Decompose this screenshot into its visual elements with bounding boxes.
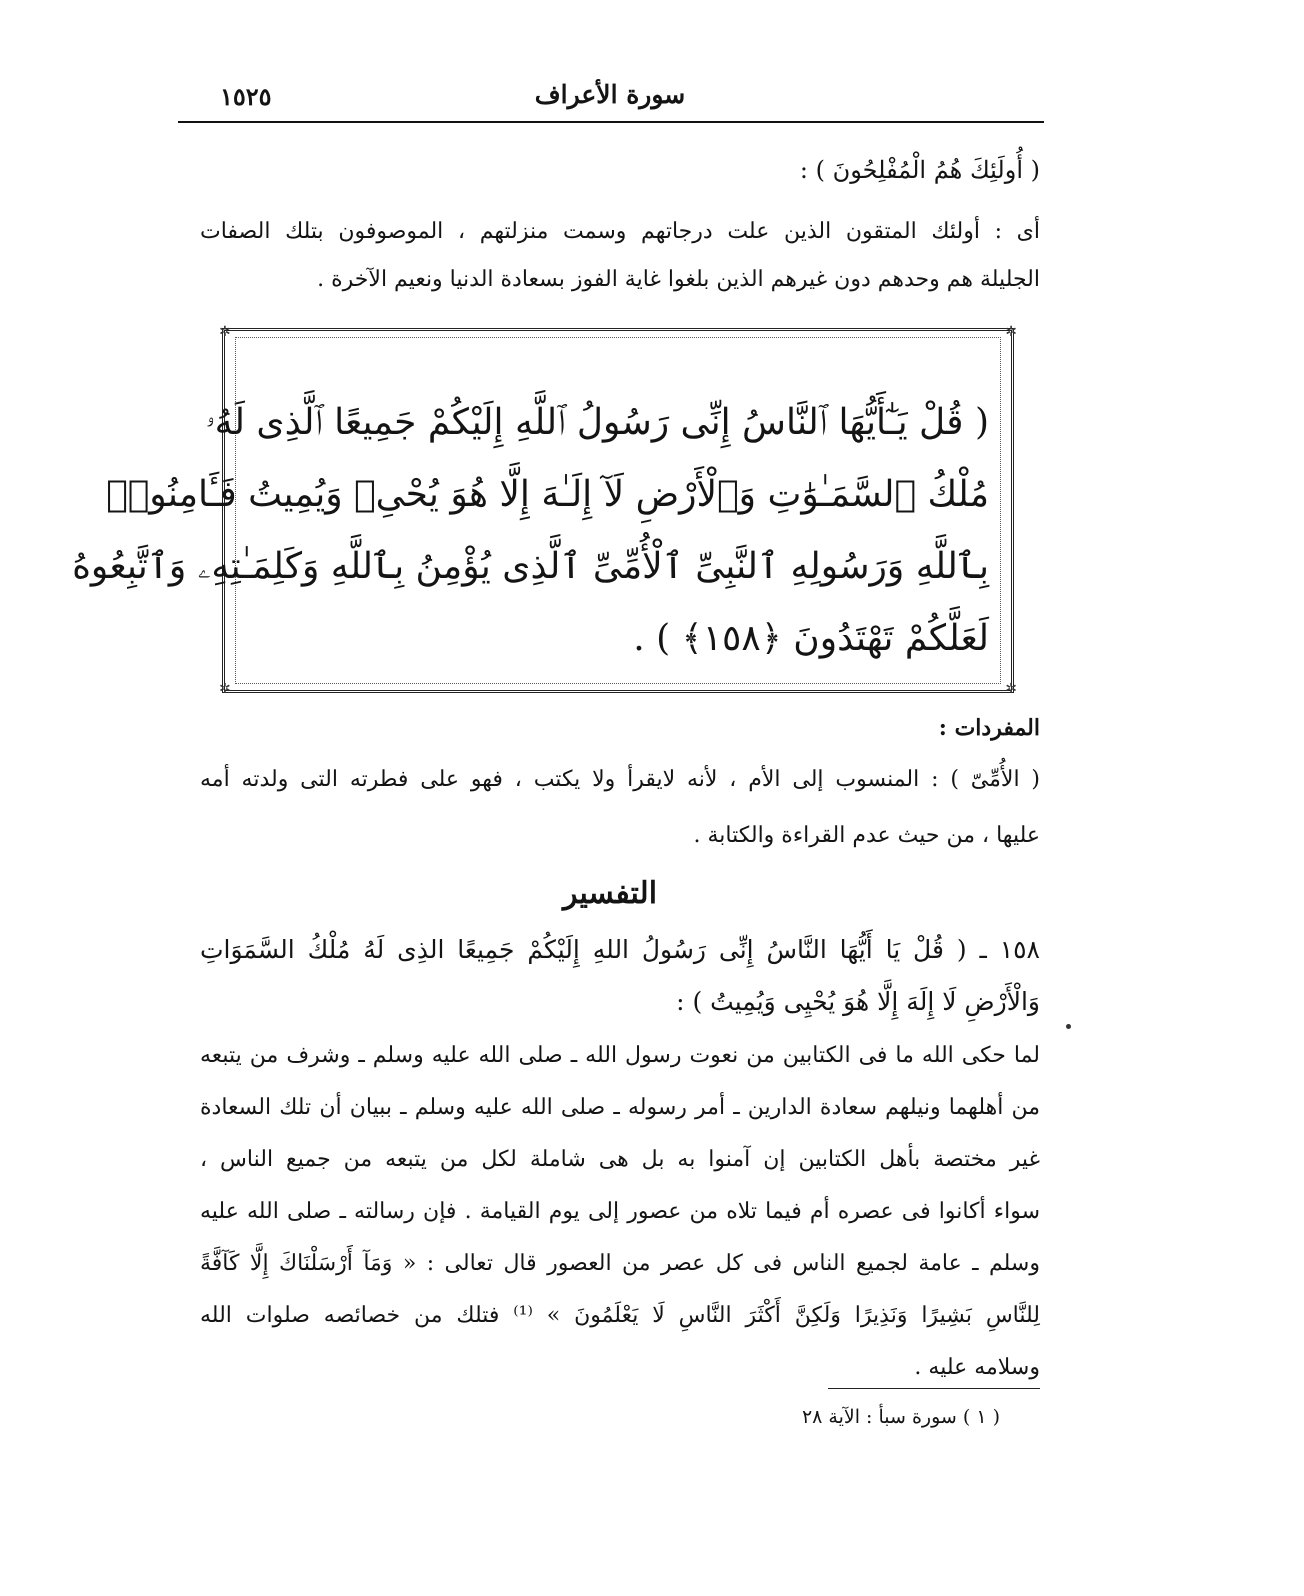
tafsir-body-line: وسلامه عليه . xyxy=(914,1355,1040,1380)
surah-title: سورة الأعراف xyxy=(534,80,686,109)
vocab-section xyxy=(200,708,1040,860)
vocab-line: عليها ، من حيث عدم القراءة والكتابة . xyxy=(693,823,1040,848)
tafsir-verse-line: وَالْأَرْضِ لَا إِلَهَ إِلَّا هُوَ يُحْيِى وَيُمِيتُ ) : xyxy=(676,987,1040,1016)
verse-text xyxy=(72,387,989,675)
tafsir-body-line: من أهلهما ونيلهم سعادة الدارين ـ أمر رسوله ـ صلى الله عليه وسلم ـ ببيان أن تلك السعادة xyxy=(200,1095,1040,1120)
verse-frame xyxy=(72,324,1017,697)
frame-corner-ornament: ✲ xyxy=(219,324,231,340)
vocab-line: ( الأُمِّىّ ) : المنسوب إلى الأم ، لأنه لايقرأ ولا يكتب ، فهو على فطرته التى ولدته أمه xyxy=(200,767,1040,792)
tafsir-body xyxy=(200,1030,1040,1394)
tafsir-body-line: وسلم ـ عامة لجميع الناس فى كل عصر من العصور قال تعالى : « وَمَآ أَرْسَلْنَاكَ إِلَّا كَآفَّةً xyxy=(200,1251,1040,1276)
intro-quote: ( أُولَئِكَ هُمُ الْمُفْلِحُونَ ) : xyxy=(799,156,1040,184)
header-rule xyxy=(178,121,1044,123)
tafsir-body-line: لِلنَّاسِ بَشِيرًا وَنَذِيرًا وَلَكِنَّ أَكْثَرَ النَّاسِ لَا يَعْلَمُونَ » ⁽¹⁾ فتلك من خصائصه صلوات الله xyxy=(200,1303,1040,1328)
verse-line: لَعَلَّكُمْ تَهْتَدُونَ ﴿١٥٨﴾ ) . xyxy=(633,618,989,659)
page-header xyxy=(180,76,1040,116)
tafsir-verse xyxy=(200,924,1040,1028)
frame-corner-ornament: ✲ xyxy=(219,681,231,697)
intro-line: الجليلة هم وحدهم دون غيرهم الذين بلغوا غاية الفوز بسعادة الدنيا ونعيم الآخرة . xyxy=(317,267,1040,292)
verse-line: ( قُلْ يَـٰٓأَيُّهَا ٱلنَّاسُ إِنِّى رَسُولُ ٱللَّهِ إِلَيْكُمْ جَمِيعًا ٱلَّذِى لَهُۥ xyxy=(205,402,989,443)
tafsir-body-line: لما حكى الله ما فى الكتابين من نعوت رسول الله ـ صلى الله عليه وسلم ـ وشرف من يتبعه xyxy=(200,1043,1040,1068)
intro-line: أى : أولئك المتقون الذين علت درجاتهم وسمت منزلتهم ، الموصوفون بتلك الصفات xyxy=(200,219,1040,244)
footnote-rule xyxy=(828,1388,1040,1389)
scan-speck xyxy=(1066,1024,1071,1029)
verse-line: مُلْكُ ٱلسَّمَـٰوَٰتِ وَٱلْأَرْضِ لَآ إِلَـٰهَ إِلَّا هُوَ يُحْىِۦ وَيُمِيتُ فَـَٔامِنُوا۟ xyxy=(106,474,989,515)
frame-corner-ornament: ✲ xyxy=(1005,681,1017,697)
verse-line: بِٱللَّهِ وَرَسُولِهِ ٱلنَّبِىِّ ٱلْأُمِّىِّ ٱلَّذِى يُؤْمِنُ بِٱللَّهِ وَكَلِمَـٰتِهِۦ وَٱتَّبِعُوهُ xyxy=(72,546,989,587)
vocab-heading: المفردات : xyxy=(938,715,1040,741)
page-number: ١٥٢٥ xyxy=(220,82,272,111)
tafsir-heading: التفسير xyxy=(562,876,658,911)
tafsir-body-line: سواء أكانوا فى عصره أم فيما تلاه من عصور إلى يوم القيامة . فإن رسالته ـ صلى الله عليه xyxy=(200,1199,1040,1224)
footnote: ( ١ ) سورة سبأ : الآية ٢٨ xyxy=(801,1406,1000,1428)
intro-section xyxy=(200,146,1040,304)
tafsir-body-line: غير مختصة بأهل الكتابين إن آمنوا به بل هى شاملة لكل من يتبعه من جميع الناس ، xyxy=(200,1147,1040,1172)
tafsir-verse-line: ١٥٨ ـ ( قُلْ يَا أَيُّهَا النَّاسُ إِنِّى رَسُولُ اللهِ إِلَيْكُمْ جَمِيعًا الذِى لَهُ مُلْكُ السَّمَوَاتِ xyxy=(200,935,1040,964)
frame-corner-ornament: ✲ xyxy=(1005,324,1017,340)
